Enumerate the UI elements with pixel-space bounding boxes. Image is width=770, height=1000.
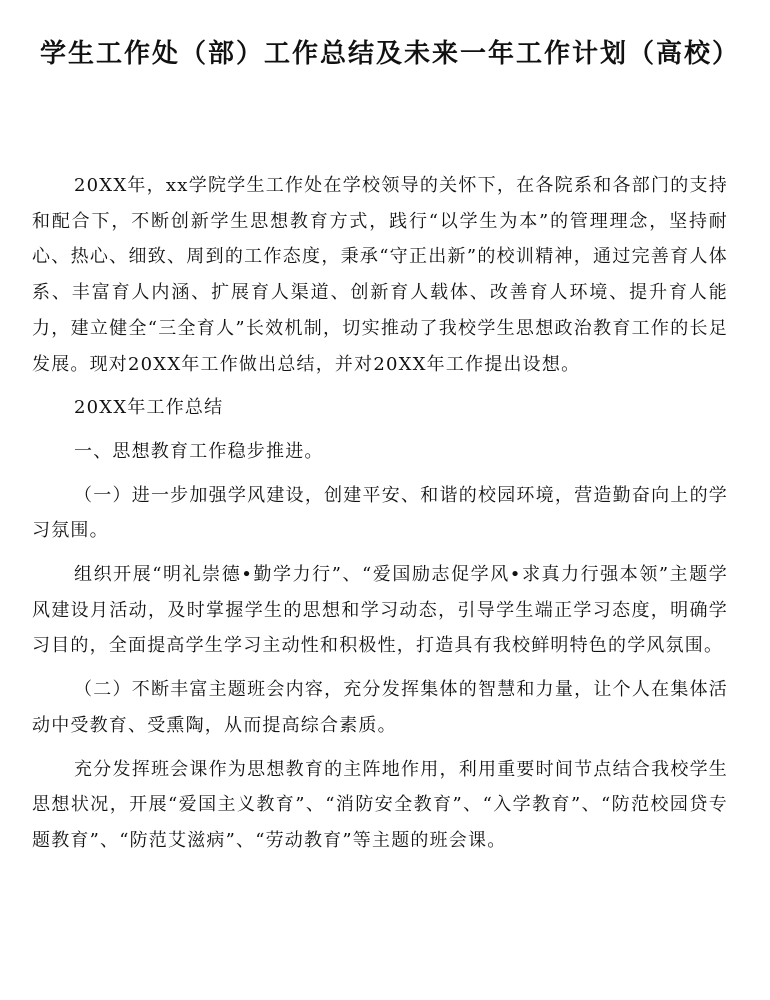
subsection-heading-class-meeting: （二）不断丰富主题班会内容，充分发挥集体的智慧和力量，让个人在集体活动中受教育、受熏陶，从而提高综合素质。 — [32, 679, 728, 736]
intro-paragraph: 20XX年，xx学院学生工作处在学校领导的关怀下，在各院系和各部门的支持和配合下，不断创新学生思想教育方式，践行“以学生为本”的管理理念，坚持耐心、热心、细致、周到的工作态度，秉承“守正出新”的校训精神，通过完善育人体系、丰富育人内涵、扩展育人渠道、创新育人载体、改善育人环境、提升育人能力，建立健全“三全育人”长效机制，切实推动了我校学生思想政治教育工作的长足发展。现对20XX年工作做出总结，并对20XX年工作提出设想。 — [32, 175, 728, 375]
study-style-paragraph: 组织开展“明礼崇德•勤学力行”、“爱国励志促学风•求真力行强本领”主题学风建设月活动，及时掌握学生的思想和学习动态，引导学生端正学习态度，明确学习目的，全面提高学生学习主动性和积极性，打造具有我校鲜明特色的学风氛围。 — [32, 564, 728, 657]
section-heading-ideological-education: 一、思想教育工作稳步推进。 — [74, 440, 324, 462]
subsection-heading-study-style: （一）进一步加强学风建设，创建平安、和谐的校园环境，营造勤奋向上的学习氛围。 — [32, 484, 728, 542]
class-meeting-paragraph: 充分发挥班会课作为思想教育的主阵地作用，利用重要时间节点结合我校学生思想状况，开展“爱国主义教育”、“消防安全教育”、“入学教育”、“防范校园贷专题教育”、“防范艾滋病”、“劳动教育”等主题的班会课。 — [32, 758, 728, 851]
document-body — [32, 168, 728, 859]
section-heading-summary: 20XX年工作总结 — [74, 397, 224, 419]
document-title: 学生工作处（部）工作总结及未来一年工作计划（高校） — [40, 39, 741, 69]
